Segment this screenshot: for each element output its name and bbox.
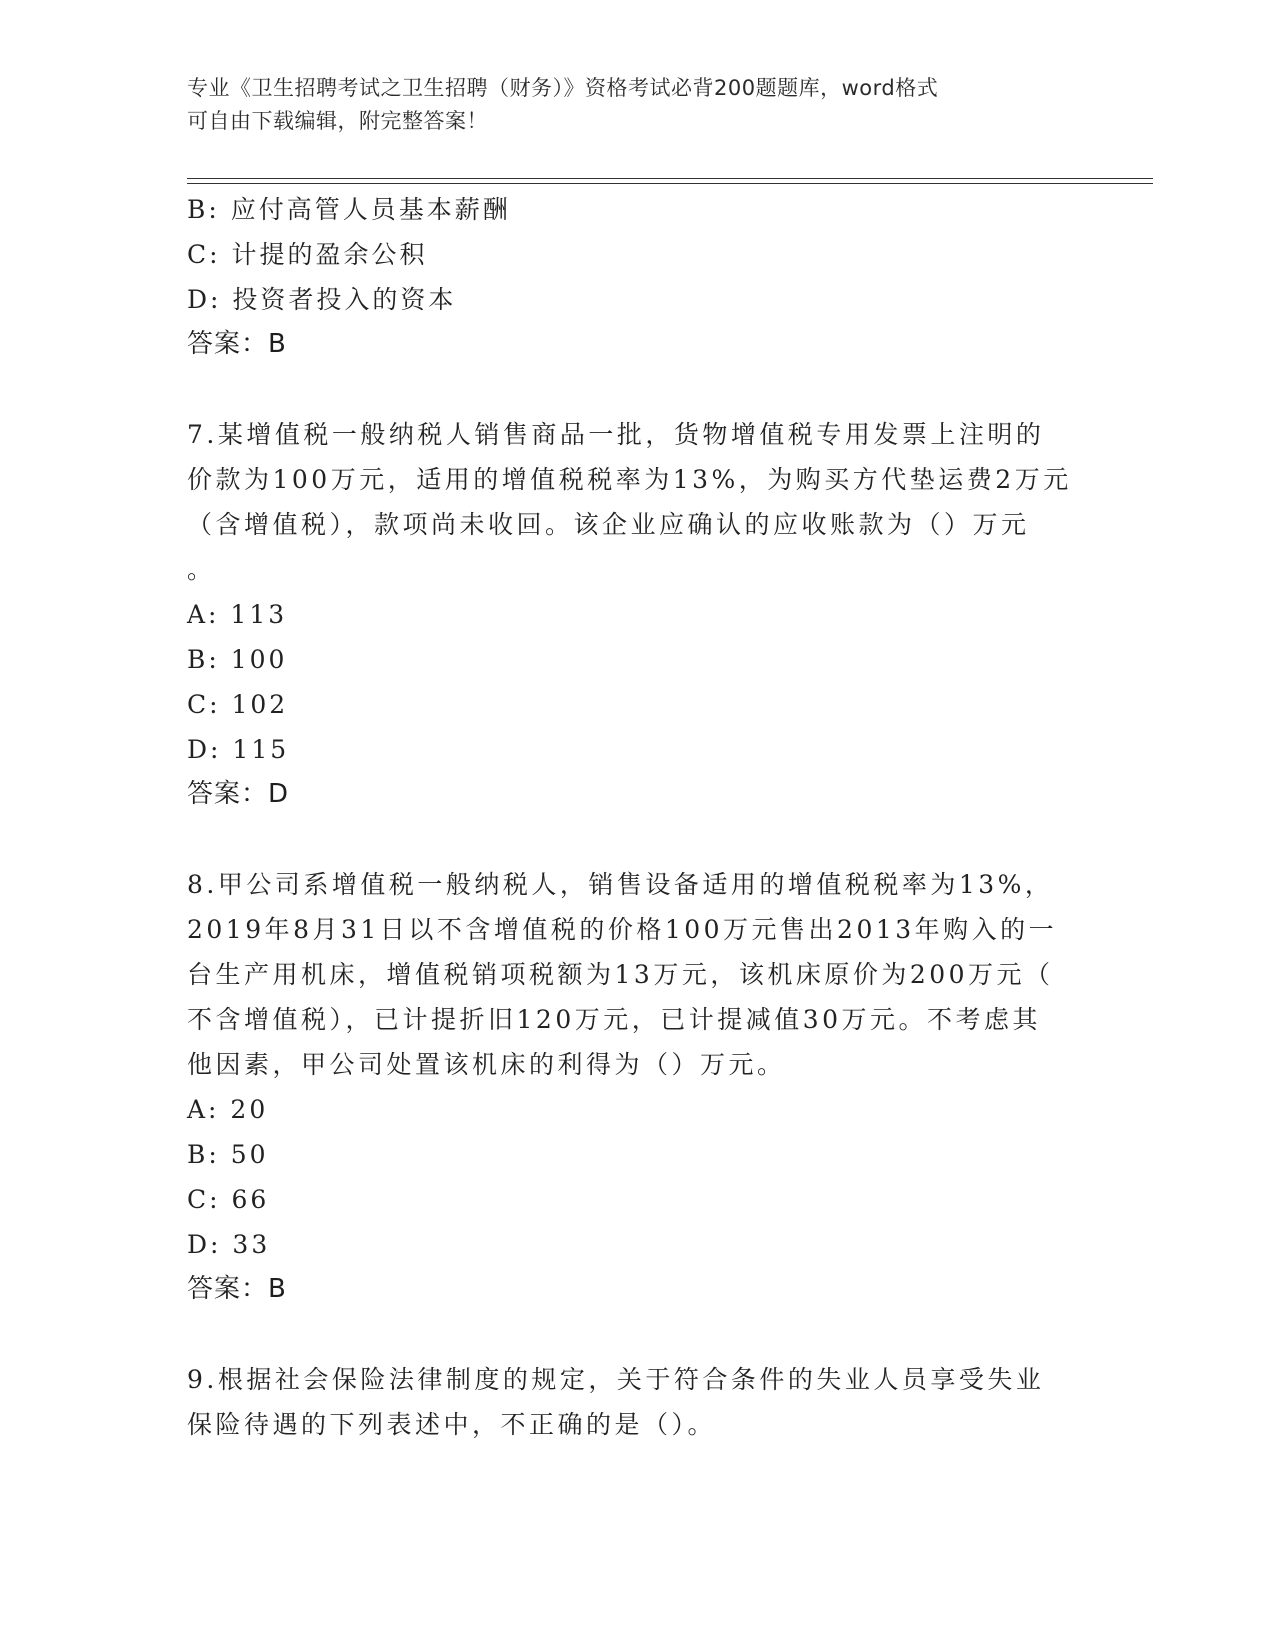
option-b: B: 50: [187, 1140, 269, 1169]
question-8-text: [187, 862, 1087, 1087]
answer-label: 答案：B: [187, 1274, 287, 1304]
question-line: 。: [187, 555, 216, 584]
header-divider-bottom: [187, 183, 1153, 184]
spacer: [187, 817, 1087, 862]
question-line: （含增值税），款项尚未收回。该企业应确认的应收账款为（）万元: [187, 510, 1030, 539]
option-c: C: 计提的盈余公积: [187, 240, 428, 269]
question-7-block: [187, 412, 1087, 817]
option-b: B: 100: [187, 645, 288, 674]
question-line: 他因素，甲公司处置该机床的利得为（）万元。: [187, 1050, 786, 1079]
question-line: 台生产用机床，增值税销项税额为13万元，该机床原价为200万元（: [187, 960, 1054, 989]
question-line: 8.甲公司系增值税一般纳税人，销售设备适用的增值税税率为13%，: [187, 870, 1054, 899]
question-line: 7.某增值税一般纳税人销售商品一批，货物增值税专用发票上注明的: [187, 420, 1045, 449]
question-9-block: [187, 1357, 1087, 1447]
option-a: A: 20: [187, 1095, 269, 1124]
header-title-line-2: 可自由下载编辑，附完整答案！: [187, 109, 488, 133]
document-header: [187, 72, 1087, 138]
option-c: C: 102: [187, 690, 289, 719]
option-d: D: 33: [187, 1230, 271, 1259]
question-9-text: [187, 1357, 1087, 1447]
option-a: A: 113: [187, 600, 288, 629]
header-title-line-1: 专业《卫生招聘考试之卫生招聘（财务）》资格考试必背200题题库，word格式: [187, 76, 939, 100]
question-content: [187, 187, 1087, 1447]
header-divider-top: [187, 178, 1153, 179]
question-7-text: [187, 412, 1087, 592]
question-8-block: [187, 862, 1087, 1312]
spacer: [187, 1312, 1087, 1357]
option-c: C: 66: [187, 1185, 270, 1214]
spacer: [187, 367, 1087, 412]
question-line: 2019年8月31日以不含增值税的价格100万元售出2013年购入的一: [187, 915, 1058, 944]
answer-label: 答案：D: [187, 779, 290, 809]
question-line: 9.根据社会保险法律制度的规定，关于符合条件的失业人员享受失业: [187, 1365, 1045, 1394]
question-line: 不含增值税），已计提折旧120万元，已计提减值30万元。不考虑其: [187, 1005, 1042, 1034]
option-d: D: 115: [187, 735, 290, 764]
option-b: B: 应付高管人员基本薪酬: [187, 195, 511, 224]
answer-label: 答案：B: [187, 329, 287, 359]
question-line: 保险待遇的下列表述中，不正确的是（）。: [187, 1410, 717, 1439]
question-line: 价款为100万元，适用的增值税税率为13%，为购买方代垫运费2万元: [187, 465, 1072, 494]
prev-question-block: [187, 187, 1087, 367]
option-d: D: 投资者投入的资本: [187, 285, 457, 314]
